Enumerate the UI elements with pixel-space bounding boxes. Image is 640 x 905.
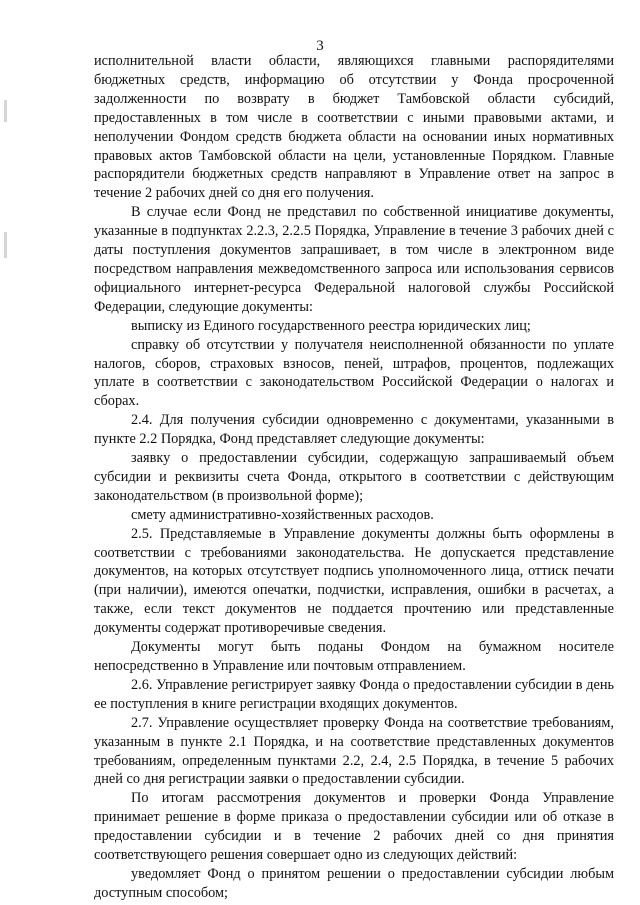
paragraph: В случае если Фонд не представил по собственной инициативе документы, указанные в подпунктах 2.2.3, 2.2.5 Порядка, Управление в течение 3 рабочих дней с даты поступления документов запрашивает, в том числе в электронном виде посредством направления межведомственного запроса или использования сервисов официального интернет-ресурса Федеральной налоговой службы Российской Федерации, следующие документы: xyxy=(94,204,614,315)
paragraph: уведомляет Фонд о принятом решении о предоставлении субсидии любым доступным способом; xyxy=(94,865,614,901)
paragraph: Документы могут быть поданы Фондом на бумажном носителе непосредственно в Управление или почтовым отправлением. xyxy=(94,639,614,674)
paragraph: 2.5. Представляемые в Управление документы должны быть оформлены в соответствии с требованиями законодательства. Не допускается представление документов, на которых отсутствует подпись уполномоченного лица, оттиск печати (при наличии), имеются опечатки, подчистки, исправления, ошибки в расчетах, а также, если текст документов не поддается прочтению или представленные документы содержат противоречивые сведения. xyxy=(94,525,614,637)
paragraph: справку об отсутствии у получателя неисполненной обязанности по уплате налогов, сборов, страховых взносов, пеней, штрафов, процентов, подлежащих уплате в соответствии с законодательством Российской Федерации о налогах и сборах. xyxy=(94,336,614,410)
paragraph: выписку из Единого государственного реестра юридических лиц; xyxy=(131,317,531,334)
margin-scan-mark-top xyxy=(4,100,7,122)
page-number: 3 xyxy=(316,38,324,54)
paragraph: 2.6. Управление регистрирует заявку Фонда о предоставлении субсидии в день ее поступления в книге регистрации входящих документов. xyxy=(94,676,614,712)
paragraph: заявку о предоставлении субсидии, содержащую запрашиваемый объем субсидии и реквизиты счета Фонда, открытого в соответствии с действующим законодательством (в произвольной форме); xyxy=(94,450,614,504)
document-body xyxy=(94,52,614,903)
paragraph: 2.7. Управление осуществляет проверку Фонда на соответствие требованиям, указанным в пункте 2.1 Порядка, и на соответствие представленных документов требованиям, определенным пунктами 2.2, 2.4, 2.5 Порядка, в течение 5 рабочих дней со дня регистрации заявки о предоставлении субсидии. xyxy=(94,714,614,788)
paragraph: По итогам рассмотрения документов и проверки Фонда Управление принимает решение в форме приказа о предоставлении субсидии или об отказе в предоставлении субсидии и в течение 2 рабочих дней со дня принятия соответствующего решения совершает одно из следующих действий: xyxy=(94,790,614,864)
paragraph: смету административно-хозяйственных расходов. xyxy=(131,506,434,523)
margin-scan-mark-bottom xyxy=(4,232,7,258)
paragraph: исполнительной власти области, являющихся главными распорядителями бюджетных средств, информацию об отсутствии у Фонда просроченной задолженности по возврату в бюджет Тамбовской области субсидий, предоставленных в том числе в соответствии с иными правовыми актами, и неполучении Фондом средств бюджета области на основании иных нормативных правовых актов Тамбовской области на цели, установленные Порядком. Главные распорядители бюджетных средств направляют в Управление ответ на запрос в течение 2 рабочих дней со дня его получения. xyxy=(94,53,614,202)
paragraph: 2.4. Для получения субсидии одновременно с документами, указанными в пункте 2.2 Порядка, Фонд представляет следующие документы: xyxy=(94,412,614,448)
